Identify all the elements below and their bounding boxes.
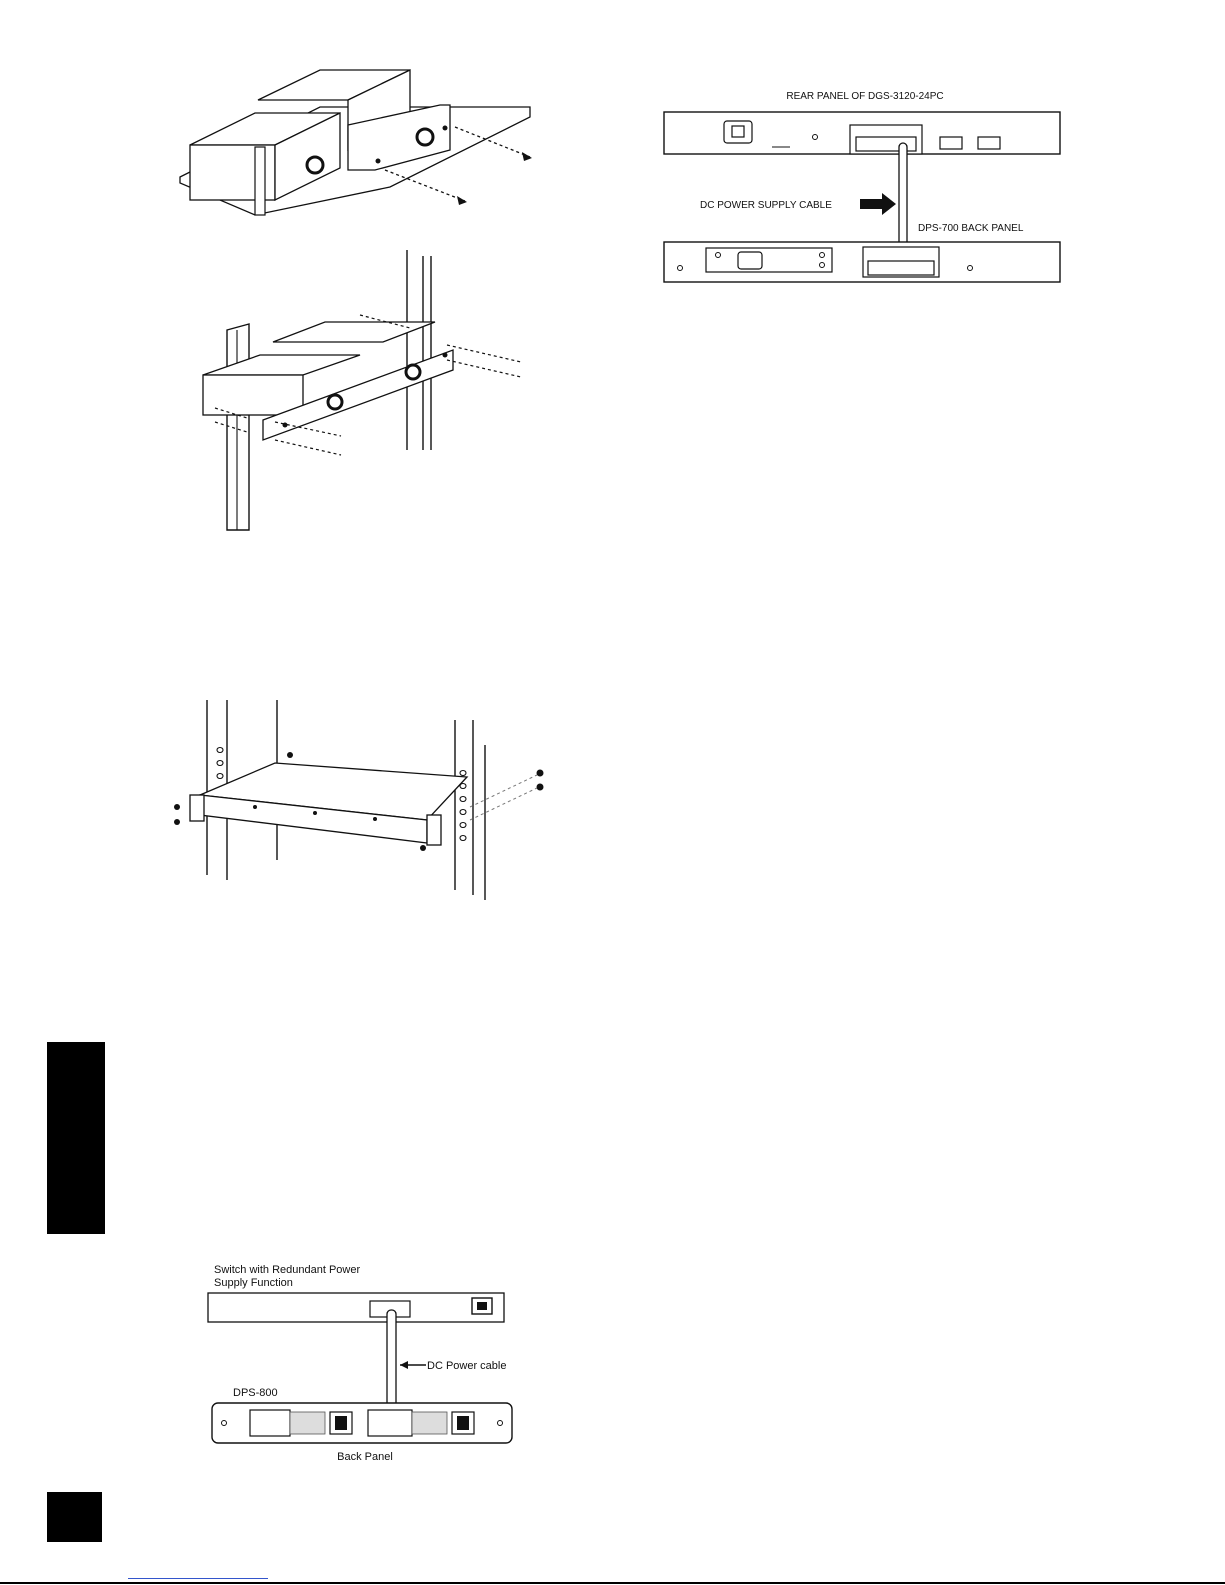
back-panel-caption: Back Panel	[337, 1451, 393, 1463]
rear-panel-title: REAR PANEL OF DGS-3120-24PC	[786, 91, 944, 102]
dps800-label: DPS-800	[233, 1387, 278, 1399]
footer-rule	[0, 1582, 1225, 1584]
footer-link-underline	[128, 1578, 268, 1579]
rack-1u-mount-illustration	[165, 695, 555, 905]
switch-label-line1: Switch with Redundant Power	[214, 1264, 361, 1276]
dps800-connection-diagram	[200, 1260, 530, 1475]
black-tab-lower	[47, 1492, 102, 1542]
rack-post-mount-illustration	[185, 250, 535, 535]
black-tab-upper	[47, 1042, 105, 1234]
chassis-insert-illustration	[170, 65, 560, 225]
dps700-connection-diagram	[660, 85, 1070, 290]
dps700-back-panel-label: DPS-700 BACK PANEL	[918, 223, 1024, 234]
dc-power-supply-cable-label: DC POWER SUPPLY CABLE	[700, 200, 832, 211]
dc-power-cable-label: DC Power cable	[427, 1360, 507, 1372]
switch-label-line2: Supply Function	[214, 1277, 293, 1289]
